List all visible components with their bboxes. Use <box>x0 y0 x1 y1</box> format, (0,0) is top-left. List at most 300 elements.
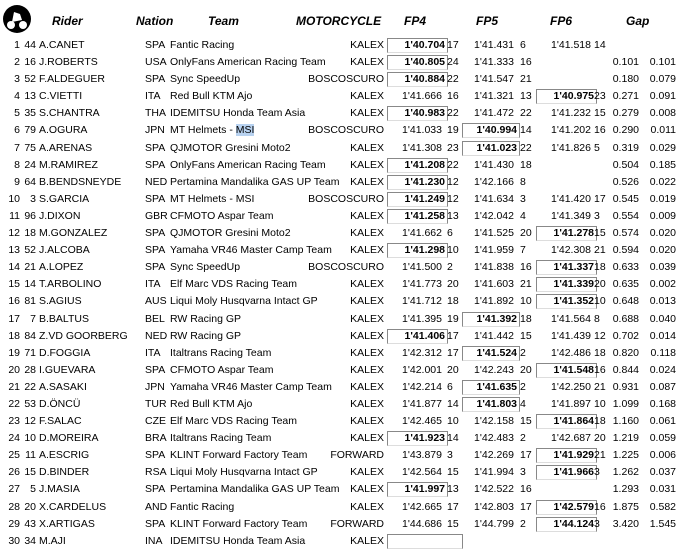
rider-name-cell: J.MASIA <box>39 483 80 496</box>
gap-first-cell: 3.420 <box>612 517 639 530</box>
team-cell: MT Helmets - MSI <box>170 192 255 205</box>
fp5-lap-cell: 8 <box>520 175 526 188</box>
fp5-lap-cell: 2 <box>520 517 526 530</box>
fp4-lap-cell: 6 <box>447 227 453 240</box>
motorcycle-cell: KALEX <box>350 278 384 291</box>
fp4-time-cell <box>387 534 463 549</box>
team-cell: Pertamina Mandalika GAS UP Team <box>170 175 340 188</box>
gap-previous-cell: 0.079 <box>649 73 676 86</box>
table-row <box>0 396 680 413</box>
motorcycle-cell: KALEX <box>350 346 384 359</box>
fp5-time-cell: 1'41.392 <box>462 312 520 327</box>
rider-number-cell: 24 <box>24 158 36 171</box>
fp4-lap-cell: 17 <box>447 329 459 342</box>
rider-name-cell: M.GONZALEZ <box>39 227 108 240</box>
fp4-lap-cell: 2 <box>447 261 453 274</box>
position-cell: 9 <box>14 175 20 188</box>
fp5-time-cell: 1'41.959 <box>474 244 514 257</box>
fp4-time-cell: 1'42.465 <box>402 415 442 428</box>
gap-first-cell: 0.290 <box>612 124 639 137</box>
fp5-lap-cell: 16 <box>520 261 532 274</box>
nation-cell: ITA <box>145 278 161 291</box>
rider-number-cell: 71 <box>24 346 36 359</box>
gap-previous-cell: 0.011 <box>650 124 676 137</box>
motorcycle-cell: KALEX <box>350 295 384 308</box>
fp5-time-cell: 1'42.522 <box>474 483 514 496</box>
rider-number-cell: 35 <box>24 107 36 120</box>
fp4-time-cell: 1'42.214 <box>402 380 442 393</box>
rider-name-cell: S.GARCIA <box>39 192 90 205</box>
fp6-time-cell: 1'41.202 <box>551 124 591 137</box>
table-row <box>0 464 680 481</box>
fp4-time-cell: 1'41.230 <box>387 175 448 190</box>
fp6-time-cell: 1'41.518 <box>551 39 591 51</box>
fp6-time-cell: 1'41.439 <box>551 329 591 342</box>
position-cell: 12 <box>8 227 20 240</box>
rider-name-cell: A.SASAKI <box>39 380 87 393</box>
nation-cell: SPA <box>145 39 166 51</box>
fp6-lap-cell: 16 <box>594 124 606 137</box>
fp6-lap-cell: 23 <box>594 90 606 103</box>
fp6-time-cell: 1'44.124 <box>536 517 597 532</box>
gap-first-cell: 0.648 <box>612 295 639 308</box>
gap-previous-cell: 1.545 <box>649 517 676 530</box>
nation-cell: GBR <box>145 209 168 222</box>
rider-name-cell: F.ALDEGUER <box>39 73 105 86</box>
results-table <box>0 37 680 550</box>
fp4-time-cell: 1'41.773 <box>402 278 442 291</box>
gap-first-cell: 1.099 <box>612 397 639 410</box>
fp6-time-cell: 1'41.232 <box>551 107 591 120</box>
fp5-lap-cell: 17 <box>520 449 532 462</box>
position-cell: 1 <box>14 39 20 51</box>
fp6-time-cell: 1'42.308 <box>551 244 591 257</box>
fp5-lap-cell: 16 <box>520 56 532 69</box>
fp4-lap-cell: 19 <box>447 124 459 137</box>
fp6-lap-cell: 21 <box>594 449 606 462</box>
position-cell: 27 <box>8 483 20 496</box>
fp4-lap-cell: 15 <box>447 466 459 479</box>
team-cell: IDEMITSU Honda Team Asia <box>170 534 306 547</box>
fp5-lap-cell: 20 <box>520 227 532 240</box>
rider-number-cell: 43 <box>24 517 36 530</box>
fp5-time-cell: 1'41.023 <box>462 141 520 156</box>
fp4-time-cell: 1'41.395 <box>402 312 442 325</box>
rider-number-cell: 11 <box>25 449 36 462</box>
team-cell: Fantic Racing <box>170 500 235 513</box>
fp4-lap-cell: 12 <box>447 175 459 188</box>
fp6-lap-cell: 18 <box>594 261 606 274</box>
rider-name-cell: M.RAMIREZ <box>39 158 98 171</box>
motorcycle-cell: KALEX <box>350 466 384 479</box>
rider-name-cell: S.AGIUS <box>39 295 82 308</box>
fp5-lap-cell: 15 <box>520 415 532 428</box>
fp6-lap-cell: 17 <box>594 192 606 205</box>
position-cell: 7 <box>14 141 20 154</box>
motorcycle-cell: KALEX <box>350 209 384 222</box>
table-row <box>0 328 680 345</box>
fp6-lap-cell: 8 <box>594 312 600 325</box>
fp4-time-cell: 1'41.308 <box>402 141 442 154</box>
nation-cell: USA <box>145 56 167 69</box>
fp4-lap-cell: 23 <box>447 141 459 154</box>
gap-previous-cell: 0.029 <box>649 141 676 154</box>
gap-previous-cell: 0.582 <box>649 500 676 513</box>
fp4-time-cell: 1'42.001 <box>402 363 442 376</box>
rider-number-cell: 14 <box>24 278 36 291</box>
position-cell: 24 <box>8 432 20 445</box>
fp4-lap-cell: 15 <box>447 517 459 530</box>
fp4-lap-cell: 18 <box>447 295 459 308</box>
team-cell: Fantic Racing <box>170 39 235 51</box>
rider-number-cell: 84 <box>24 329 36 342</box>
fp5-time-cell: 1'41.803 <box>462 397 520 412</box>
rider-number-cell: 52 <box>24 73 36 86</box>
fp5-lap-cell: 21 <box>520 278 532 291</box>
position-cell: 28 <box>8 500 20 513</box>
gap-previous-cell: 0.020 <box>649 227 676 240</box>
position-cell: 19 <box>8 346 20 359</box>
fp4-time-cell: 1'40.983 <box>387 106 448 121</box>
fp4-time-cell: 1'41.033 <box>402 124 442 137</box>
nation-cell: SPA <box>145 141 166 154</box>
fp5-lap-cell: 22 <box>520 141 532 154</box>
position-cell: 18 <box>8 329 20 342</box>
fp5-time-cell: 1'44.799 <box>474 517 514 530</box>
selected-text-highlight[interactable]: MSI <box>235 124 255 137</box>
fp4-time-cell: 1'40.805 <box>387 55 448 70</box>
table-row <box>0 516 680 533</box>
fp4-time-cell: 1'40.704 <box>387 38 448 53</box>
position-cell: 21 <box>8 380 20 393</box>
fp4-lap-cell: 22 <box>447 107 459 120</box>
gap-previous-cell: 0.006 <box>649 449 676 462</box>
fp6-time-cell: 1'41.339 <box>536 277 597 292</box>
fp5-lap-cell: 2 <box>520 346 526 359</box>
rider-number-cell: 16 <box>24 56 36 69</box>
fp4-time-cell: 1'41.208 <box>387 158 448 173</box>
fp4-time-cell: 1'41.923 <box>387 431 448 446</box>
col-team: Team <box>208 14 239 28</box>
position-cell: 3 <box>14 73 20 86</box>
fp4-time-cell: 1'41.712 <box>402 295 442 308</box>
gap-first-cell: 0.319 <box>612 141 639 154</box>
col-fp4: FP4 <box>404 14 427 28</box>
fp5-lap-cell: 16 <box>520 483 532 496</box>
rider-number-cell: 53 <box>24 397 36 410</box>
motorcycle-cell: KALEX <box>350 534 384 547</box>
fp5-time-cell: 1'41.892 <box>474 295 514 308</box>
position-cell: 26 <box>8 466 20 479</box>
nation-cell: AND <box>145 500 168 513</box>
rider-number-cell: 28 <box>24 363 36 376</box>
fp6-lap-cell: 3 <box>594 517 600 530</box>
fp5-lap-cell: 2 <box>520 432 526 445</box>
rider-number-cell: 3 <box>30 192 36 205</box>
gap-previous-cell: 0.008 <box>649 107 676 120</box>
fp5-lap-cell: 18 <box>520 312 532 325</box>
fp4-lap-cell: 14 <box>447 397 459 410</box>
nation-cell: BEL <box>145 312 165 325</box>
fp4-time-cell: 1'41.298 <box>387 243 448 258</box>
rider-name-cell: A.CANET <box>39 39 85 51</box>
fp5-lap-cell: 3 <box>520 466 526 479</box>
gap-first-cell: 1.160 <box>612 415 639 428</box>
fp5-lap-cell: 7 <box>520 244 526 257</box>
rider-name-cell: F.SALAC <box>39 415 82 428</box>
motorcycle-cell: KALEX <box>350 107 384 120</box>
team-text: MT Helmets - <box>170 124 236 137</box>
fp5-time-cell: 1'41.333 <box>474 56 514 69</box>
table-row <box>0 311 680 328</box>
fp6-lap-cell: 3 <box>594 466 600 479</box>
fp5-lap-cell: 18 <box>520 158 532 171</box>
rider-name-cell: D.MOREIRA <box>39 432 99 445</box>
fp6-lap-cell: 16 <box>594 500 606 513</box>
rider-number-cell: 34 <box>24 534 36 547</box>
position-cell: 16 <box>8 295 20 308</box>
motorcycle-cell: BOSCOSCURO <box>308 192 384 205</box>
table-row <box>0 37 680 54</box>
rider-name-cell: B.BENDSNEYDE <box>39 175 122 188</box>
rider-name-cell: M.AJI <box>39 534 66 547</box>
fp4-lap-cell: 13 <box>447 209 459 222</box>
rider-name-cell: Z.VD GOORBERG <box>39 329 128 342</box>
rider-number-cell: 96 <box>24 209 36 222</box>
position-cell: 13 <box>8 244 20 257</box>
team-cell: OnlyFans American Racing Team <box>170 56 326 69</box>
position-cell: 8 <box>14 158 20 171</box>
nation-cell: SPA <box>145 73 166 86</box>
gap-previous-cell: 0.059 <box>649 432 676 445</box>
table-row <box>0 208 680 225</box>
fp4-lap-cell: 16 <box>447 90 459 103</box>
rider-number-cell: 22 <box>24 380 36 393</box>
rider-name-cell: D.ÖNCÜ <box>39 397 81 410</box>
rider-number-cell: 15 <box>24 466 36 479</box>
fp5-time-cell: 1'41.524 <box>462 346 520 361</box>
gap-previous-cell: 0.168 <box>649 397 676 410</box>
gap-previous-cell: 0.040 <box>649 312 676 325</box>
gap-previous-cell: 0.031 <box>649 483 676 496</box>
team-cell: Italtrans Racing Team <box>170 432 272 445</box>
gap-first-cell: 1.225 <box>612 449 639 462</box>
table-row <box>0 379 680 396</box>
rider-name-cell: B.BALTUS <box>39 312 89 325</box>
fp4-lap-cell: 10 <box>447 244 459 257</box>
fp5-lap-cell: 21 <box>520 73 532 86</box>
nation-cell: SPA <box>145 363 166 376</box>
fp4-time-cell: 1'42.665 <box>402 500 442 513</box>
rider-name-cell: J.ALCOBA <box>39 244 90 257</box>
team-cell: RW Racing GP <box>170 312 241 325</box>
rider-number-cell: 44 <box>24 39 36 51</box>
rider-number-cell: 12 <box>24 415 36 428</box>
team-cell: Elf Marc VDS Racing Team <box>170 415 298 428</box>
col-motorcycle: MOTORCYCLE <box>296 14 382 28</box>
fp6-lap-cell: 15 <box>594 227 606 240</box>
table-row <box>0 191 680 208</box>
gap-previous-cell: 0.009 <box>649 209 676 222</box>
col-fp5: FP5 <box>476 14 499 28</box>
rider-name-cell: A.ARENAS <box>39 141 93 154</box>
fp6-time-cell: 1'42.579 <box>536 500 597 515</box>
motorcycle-cell: KALEX <box>350 39 384 51</box>
position-cell: 5 <box>14 107 20 120</box>
team-cell: IDEMITSU Honda Team Asia <box>170 107 306 120</box>
fp4-time-cell: 1'41.249 <box>387 192 448 207</box>
gap-previous-cell: 0.061 <box>649 415 676 428</box>
team-cell: QJMOTOR Gresini Moto2 <box>170 141 291 154</box>
table-row <box>0 413 680 430</box>
gap-first-cell: 1.293 <box>612 483 639 496</box>
nation-cell: BRA <box>145 432 167 445</box>
team-cell: KLINT Forward Factory Team <box>170 449 308 462</box>
position-cell: 20 <box>8 363 20 376</box>
motorcycle-cell: KALEX <box>350 397 384 410</box>
fp6-time-cell: 1'41.564 <box>551 312 591 325</box>
fp4-time-cell: 1'41.500 <box>402 261 442 274</box>
gap-first-cell: 0.279 <box>612 107 639 120</box>
fp4-lap-cell: 13 <box>447 483 459 496</box>
fp4-lap-cell: 14 <box>447 432 459 445</box>
rider-name-cell: A.LOPEZ <box>39 261 84 274</box>
fp6-time-cell: 1'41.420 <box>551 192 591 205</box>
table-row <box>0 293 680 310</box>
motorcycle-cell: KALEX <box>350 329 384 342</box>
fp5-time-cell: 1'41.994 <box>474 466 514 479</box>
motorcycle-cell: KALEX <box>350 56 384 69</box>
table-header <box>0 0 680 36</box>
rider-number-cell: 75 <box>24 141 36 154</box>
fp6-time-cell: 1'41.966 <box>536 465 597 480</box>
fp5-time-cell: 1'41.430 <box>474 158 514 171</box>
fp5-lap-cell: 14 <box>520 124 532 137</box>
fp6-lap-cell: 10 <box>594 397 606 410</box>
team-cell: CFMOTO Aspar Team <box>170 209 274 222</box>
motorcycle-cell: KALEX <box>350 415 384 428</box>
gap-previous-cell: 0.022 <box>649 175 676 188</box>
team-cell: Elf Marc VDS Racing Team <box>170 278 298 291</box>
fp6-lap-cell: 16 <box>594 363 606 376</box>
fp4-time-cell: 1'40.884 <box>387 72 448 87</box>
motorcycle-cell: FORWARD <box>330 449 384 462</box>
motorcycle-cell: KALEX <box>350 363 384 376</box>
table-row <box>0 447 680 464</box>
motorcycle-cell: KALEX <box>350 141 384 154</box>
table-row <box>0 122 680 139</box>
fp5-time-cell: 1'41.603 <box>474 278 514 291</box>
gap-previous-cell: 0.091 <box>649 90 676 103</box>
fp6-time-cell: 1'42.250 <box>551 380 591 393</box>
fp6-time-cell: 1'41.337 <box>536 260 597 275</box>
fp4-lap-cell: 20 <box>447 278 459 291</box>
motorcycle-cell: BOSCOSCURO <box>308 124 384 137</box>
gap-first-cell: 0.554 <box>612 209 639 222</box>
table-row <box>0 533 680 550</box>
fp5-lap-cell: 17 <box>520 500 532 513</box>
nation-cell: AUS <box>145 295 167 308</box>
motorcycle-cell: KALEX <box>350 90 384 103</box>
nation-cell: THA <box>145 107 166 120</box>
position-cell: 11 <box>9 209 20 222</box>
nation-cell: SPA <box>145 158 166 171</box>
team-cell: Red Bull KTM Ajo <box>170 90 253 103</box>
fp4-lap-cell: 10 <box>447 415 459 428</box>
team-cell: CFMOTO Aspar Team <box>170 363 274 376</box>
nation-cell: ITA <box>145 90 161 103</box>
gap-first-cell: 0.271 <box>612 90 639 103</box>
rider-name-cell: J.ROBERTS <box>39 56 98 69</box>
motorcycle-cell: KALEX <box>350 312 384 325</box>
nation-cell: TUR <box>145 397 167 410</box>
fp6-lap-cell: 12 <box>594 329 606 342</box>
team-cell: Sync SpeedUp <box>170 261 241 274</box>
fp4-time-cell: 1'41.662 <box>402 227 442 240</box>
gap-first-cell: 0.180 <box>612 73 639 86</box>
rider-name-cell: X.CARDELUS <box>39 500 107 513</box>
rider-name-cell: C.VIETTI <box>39 90 83 103</box>
nation-cell: SPA <box>145 192 166 205</box>
rider-name-cell: A.OGURA <box>39 124 88 137</box>
fp5-time-cell: 1'42.243 <box>474 363 514 376</box>
motorcycle-cell: KALEX <box>350 175 384 188</box>
rider-number-cell: 81 <box>24 295 36 308</box>
rider-name-cell: A.ESCRIG <box>39 449 90 462</box>
team-cell: Sync SpeedUp <box>170 73 241 86</box>
gap-previous-cell: 0.118 <box>650 346 676 359</box>
nation-cell: SPA <box>145 449 166 462</box>
gap-first-cell: 0.844 <box>612 363 639 376</box>
fp5-time-cell: 1'42.483 <box>474 432 514 445</box>
nation-cell: NED <box>145 329 168 342</box>
col-gap: Gap <box>626 14 650 28</box>
fp4-lap-cell: 3 <box>447 449 453 462</box>
table-row <box>0 242 680 259</box>
rider-name-cell: J.DIXON <box>39 209 81 222</box>
fp5-lap-cell: 6 <box>520 39 526 51</box>
fp5-time-cell: 1'41.838 <box>474 261 514 274</box>
fp6-time-cell: 1'42.687 <box>551 432 591 445</box>
position-cell: 15 <box>8 278 20 291</box>
fp5-time-cell: 1'40.994 <box>462 123 520 138</box>
fp6-lap-cell: 21 <box>594 244 606 257</box>
rider-name-cell: S.CHANTRA <box>39 107 100 120</box>
rider-number-cell: 52 <box>24 244 36 257</box>
team-cell: Yamaha VR46 Master Camp Team <box>170 244 332 257</box>
fp6-time-cell: 1'41.897 <box>551 397 591 410</box>
col-nation: Nation <box>136 14 174 28</box>
gap-first-cell: 0.574 <box>612 227 639 240</box>
team-cell: Liqui Moly Husqvarna Intact GP <box>170 295 318 308</box>
fp5-time-cell: 1'41.431 <box>474 39 514 51</box>
fp5-time-cell: 1'41.525 <box>474 227 514 240</box>
nation-cell: NED <box>145 175 168 188</box>
table-row <box>0 259 680 276</box>
gap-previous-cell: 0.013 <box>649 295 676 308</box>
fp5-time-cell: 1'41.547 <box>474 73 514 86</box>
table-row <box>0 481 680 498</box>
fp6-time-cell: 1'40.975 <box>536 89 597 104</box>
fp5-lap-cell: 20 <box>520 363 532 376</box>
fp4-lap-cell: 20 <box>447 363 459 376</box>
team-cell: Pertamina Mandalika GAS UP Team <box>170 483 340 496</box>
gap-first-cell: 0.504 <box>612 158 639 171</box>
fp4-time-cell: 1'42.312 <box>402 346 442 359</box>
fp4-time-cell: 1'44.686 <box>402 517 442 530</box>
fp6-lap-cell: 20 <box>594 432 606 445</box>
rider-name-cell: T.ARBOLINO <box>39 278 102 291</box>
